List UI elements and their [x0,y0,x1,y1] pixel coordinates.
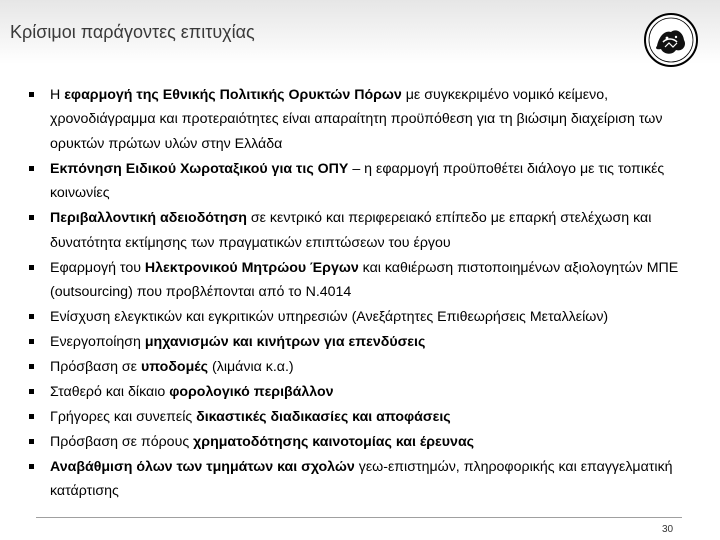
bullet-text: και καθιέρωση πιστοποιημένων αξιολογητών ΜΠΕ (outsourcing) που προβλέπονται από το Ν.4014 [50,259,679,301]
bullet-text: Εφαρμογή του [50,259,145,276]
bullet-text: Ενίσχυση ελεγκτικών και εγκριτικών υπηρεσιών (Ανεξάρτητες Επιθεωρήσεις Μεταλλείων) [50,309,609,326]
bullet-marker-icon [29,265,34,270]
bullet-marker-icon [29,389,34,394]
bullet-marker-icon [29,464,34,469]
page-number: 30 [662,524,674,535]
bullet-marker-icon [29,314,34,319]
bullet-item [28,355,708,379]
bullet-text-bold: Ηλεκτρονικού Μητρώου Έργων [144,259,359,276]
bullet-text: Πρόσβαση σε πόρους [50,434,194,451]
bullet-text: – η εφαρμογή προϋποθέτει διάλογο με τις τοπικές κοινωνίες [50,160,665,202]
bullet-text: σε κεντρικό και περιφερειακό επίπεδο με επαρκή στελέχωση και δυνατότητα εκτίμησης των πραγματικών επιπτώσεων του έργου [50,210,652,251]
bullet-text-bold: δικαστικές διαδικασίες και αποφάσεις [196,409,451,426]
slide-header [0,0,720,64]
bullet-item [28,83,708,156]
bullet-item [28,206,708,255]
bullet-text-bold: χρηματοδότησης καινοτομίας και έρευνας [193,434,475,451]
bullet-marker-icon [29,364,34,369]
bullet-text: με συγκεκριμένο νομικό κείμενο, χρονοδιάγραμμα και προτεραιότητες είναι απαραίτητη προϋπόθεση για τη βιώσιμη διαχείριση των ορυκτών πρώτων υλών στην Ελλάδα [50,87,663,152]
bullet-text: Γρήγορες και συνεπείς [50,409,197,426]
bullet-text: Σταθερό και δίκαιο [50,384,170,401]
bullet-text: Η [50,87,65,103]
bullet-marker-icon [29,339,34,344]
bullet-item [28,405,708,429]
bullet-text-bold: εφαρμογή της Εθνικής Πολιτικής Ορυκτών Πόρων [64,87,402,103]
slide-title: Κρίσιμοι παράγοντες επιτυχίας [10,22,255,42]
bullet-item [28,157,708,206]
bullet-text: γεω-επιστημών, πληροφορικής και επαγγελματική κατάρτισης [50,459,673,500]
bullet-text-bold: μηχανισμών και κινήτρων για επενδύσεις [144,334,426,351]
bullet-item [28,430,708,454]
bullet-item [28,455,708,504]
bullet-marker-icon [29,439,34,444]
bullet-marker-icon [29,414,34,419]
bullet-marker-icon [29,166,34,171]
bullet-text-bold: Αναβάθμιση όλων των τμημάτων και σχολών [50,459,355,476]
bullet-text-bold: υποδομές [140,359,209,376]
bullet-item [28,330,708,354]
bullet-list [28,83,708,504]
bullet-item [28,256,708,305]
footer-divider [36,517,682,518]
bullet-text: Πρόσβαση σε [50,359,141,376]
university-seal-icon [643,12,699,68]
bullet-text: Ενεργοποίηση [50,334,145,351]
bullet-item [28,380,708,404]
bullet-item [28,305,708,329]
bullet-text: (λιμάνια κ.α.) [208,359,294,376]
bullet-marker-icon [29,215,34,220]
bullet-text-bold: φορολογικό περιβάλλον [169,384,334,401]
bullet-text-bold: Περιβαλλοντική αδειοδότηση [50,210,247,227]
bullet-text-bold: Εκπόνηση Ειδικού Χωροταξικού για τις ΟΠΥ [50,160,349,177]
bullet-marker-icon [29,92,34,97]
